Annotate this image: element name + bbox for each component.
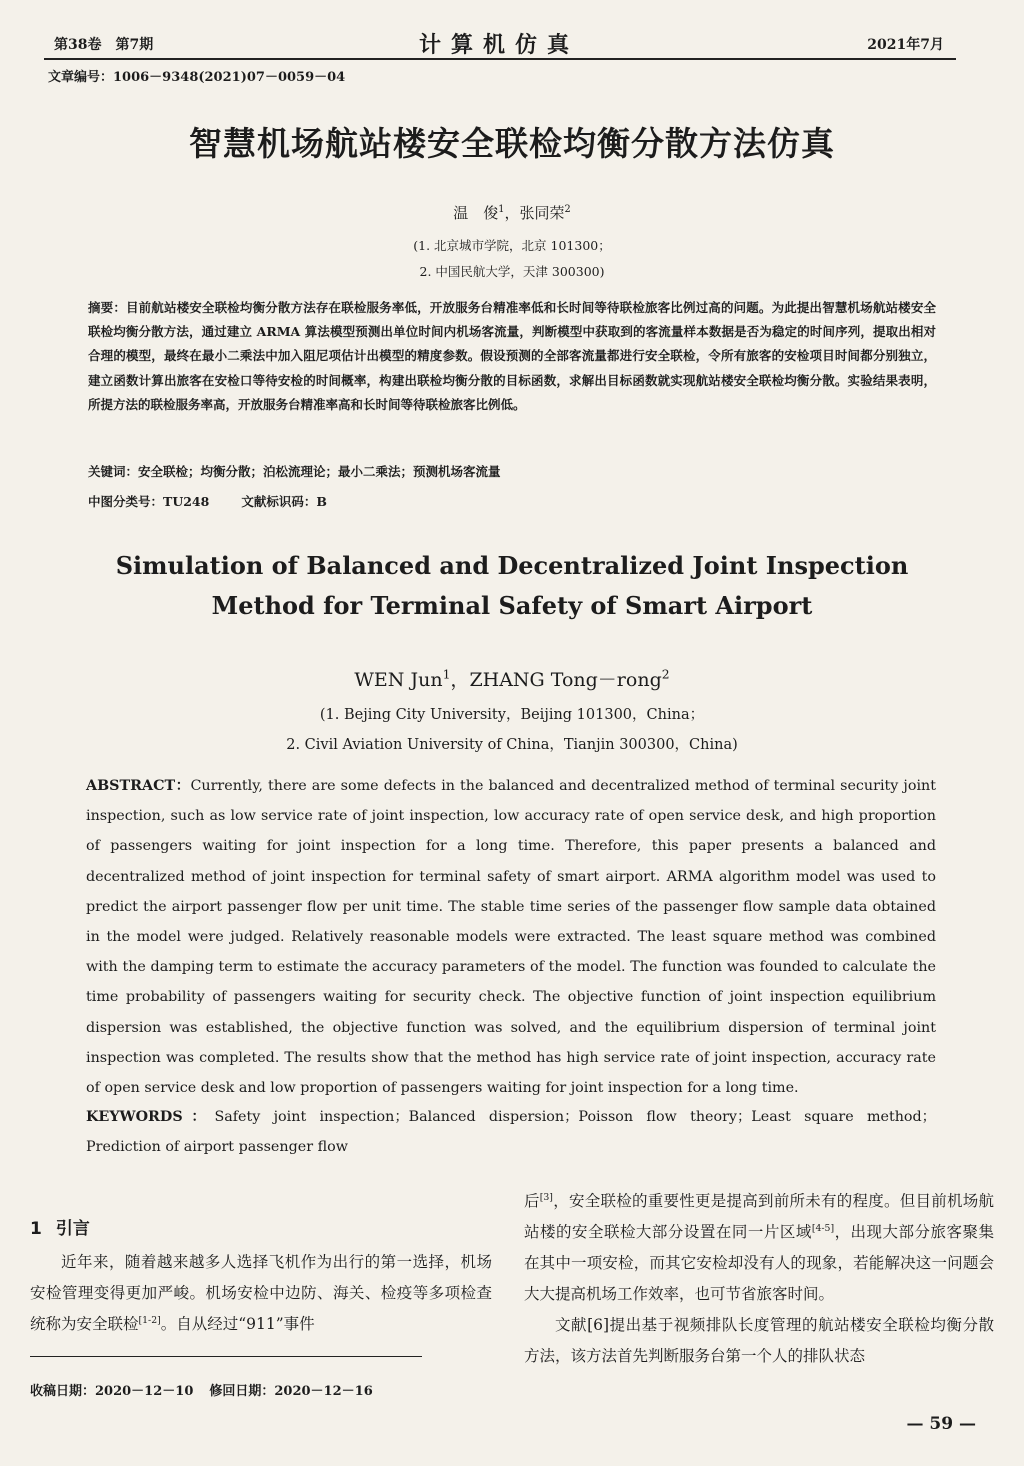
author-1: 温 俊 <box>453 204 499 222</box>
citation-4-5: [4-5] <box>811 1222 835 1234</box>
keywords-en-label: KEYWORDS： <box>86 1109 215 1125</box>
title-en-line-1: Simulation of Balanced and Decentralized Joint Inspection <box>115 551 909 580</box>
page-number: — 59 — <box>906 1414 976 1434</box>
keywords-en-text: Safety joint inspection；Balanced dispersion；Poisson flow theory；Least square method； Prediction of airport passenger flow <box>86 1109 936 1156</box>
p1-start: 后 <box>524 1192 540 1210</box>
body-right-column <box>524 1186 994 1372</box>
header-rule <box>44 58 956 60</box>
footnote-dates <box>30 1380 373 1399</box>
author-2-affil: 2 <box>564 204 571 215</box>
classification <box>88 492 327 510</box>
volume-issue: 第38卷 第7期 <box>54 37 154 53</box>
title-en-line-2: Method for Terminal Safety of Smart Airport <box>211 591 813 620</box>
affiliation-cn-1: (1. 北京城市学院，北京 101300； <box>413 238 611 253</box>
citation-1-2: [1-2] <box>138 1314 161 1326</box>
title-english <box>0 546 1024 626</box>
paragraph-1 <box>524 1186 994 1310</box>
affiliation-en-2: 2. Civil Aviation University of China，Tianjin 300300，China) <box>286 737 738 753</box>
abstract-cn-label: 摘要： <box>88 300 126 315</box>
intro-text: 近年来，随着越来越多人选择飞机作为出行的第一选择，机场安检管理变得更加严峻。机场安检中边防、海关、检疫等多项检查统称为安全联检 <box>30 1253 492 1333</box>
journal-name: 计算机仿真 <box>418 32 579 58</box>
keywords-cn-label: 关键词： <box>88 464 139 479</box>
revised-date: 修回日期：2020－12－16 <box>209 1384 373 1399</box>
clc-value: TU248 <box>163 494 210 509</box>
paragraph-2: 文献[6]提出基于视频排队长度管理的航站楼安全联检均衡分散方法，该方法首先判断服务台第一个人的排队状态 <box>524 1316 994 1365</box>
author-2: 张同荣 <box>519 204 565 222</box>
section-title: 引言 <box>55 1219 90 1239</box>
received-date: 收稿日期：2020－12－10 <box>30 1384 194 1399</box>
intro-text-after: 。自从经过“911”事件 <box>160 1315 315 1333</box>
keywords-cn-text: 安全联检；均衡分散；泊松流理论；最小二乘法；预测机场客流量 <box>138 464 501 479</box>
section-heading-introduction <box>30 1214 90 1239</box>
keywords-english <box>86 1102 936 1162</box>
p1-end: ，出现大部分旅客聚集在其中一项安检，而其它安检却没有人的现象，若能解决这一问题会大大提高机场工作效率，也可节省旅客时间。 <box>524 1223 994 1303</box>
p1-mid: ，安全联检的重要性更是提高到前所未有的程度。但目前机场航站楼的安全联检大部分设置在同一片区域 <box>524 1192 994 1241</box>
author-en-2-affil: 2 <box>661 667 670 682</box>
affiliation-en-1: (1. Bejing City University，Beijing 101300，China； <box>319 707 705 723</box>
keywords-chinese <box>88 462 936 480</box>
title-chinese: 智慧机场航站楼安全联检均衡分散方法仿真 <box>189 124 835 163</box>
issue-date: 2021年7月 <box>867 37 944 53</box>
section-number: 1 <box>30 1219 42 1239</box>
abstract-chinese <box>88 296 936 417</box>
authors-chinese <box>0 202 1024 223</box>
footnote-rule <box>30 1356 422 1357</box>
abstract-en-label: ABSTRACT： <box>86 778 191 794</box>
abstract-cn-text: 目前航站楼安全联检均衡分散方法存在联检服务率低，开放服务台精准率低和长时间等待联检旅客比例过高的问题。为此提出智慧机场航站楼安全联检均衡分散方法，通过建立 ARMA 算法模型预测出单位时间内机场客流量，判断模型中获取到的客流量样本数据是否为稳定的时间序列，提取出相对合理的模型，最终在最小二乘法中加入阻尼项估计出模型的精度参数。假设预测的全部客流量都进行安全联检，令所有旅客的安检项目时间都分别独立，建立函数计算出旅客在安检口等待安检的时间概率，构建出联检均衡分散的目标函数，求解出目标函数就实现航站楼安全联检均衡分散。实验结果表明，所提方法的联检服务率高，开放服务台精准率高和长时间等待联检旅客比例低。 <box>88 300 936 412</box>
citation-3: [3] <box>539 1191 553 1203</box>
doc-code-value: B <box>316 494 327 509</box>
running-header <box>44 28 954 58</box>
affiliation-cn-2: 2. 中国民航大学，天津 300300) <box>419 264 605 279</box>
author-en-2: ZHANG Tong－rong <box>469 669 662 691</box>
author-sep: ， <box>504 204 520 222</box>
doc-code-label: 文献标识码： <box>241 494 317 509</box>
abstract-en-text: Currently, there are some defects in the balanced and decentralized method of terminal security joint inspection, such as low service rate of joint inspection, low accuracy rate of open service desk, and high proportion of passengers waiting for joint inspection for a long time. Therefore, this paper presents a balanced and decentralized method of joint inspection for terminal safety of smart airport. ARMA algorithm model was used to predict the airport passenger flow per unit time. The stable time series of the passenger flow sample data obtained in the model were judged. Relatively reasonable models were extracted. The least square method was combined with the damping term to estimate the accuracy parameters of the model. The function was founded to calculate the time probability of passengers waiting for security check. The objective function of joint inspection equilibrium dispersion was established, the objective function was solved, and the equilibrium dispersion of terminal joint inspection was completed. The results show that the method has high service rate of joint inspection, accuracy rate of open service desk and low proportion of passengers waiting for joint inspection for a long time. <box>86 778 936 1097</box>
author-en-sep: ， <box>450 669 470 691</box>
author-en-1-affil: 1 <box>442 667 451 682</box>
author-1-affil: 1 <box>498 204 505 215</box>
body-left-column <box>30 1247 492 1340</box>
author-en-1: WEN Jun <box>354 669 443 691</box>
clc-label: 中图分类号： <box>88 494 164 509</box>
article-number: 文章编号：1006－9348(2021)07－0059－04 <box>48 70 346 85</box>
authors-english <box>0 665 1024 692</box>
abstract-english <box>86 771 936 1103</box>
